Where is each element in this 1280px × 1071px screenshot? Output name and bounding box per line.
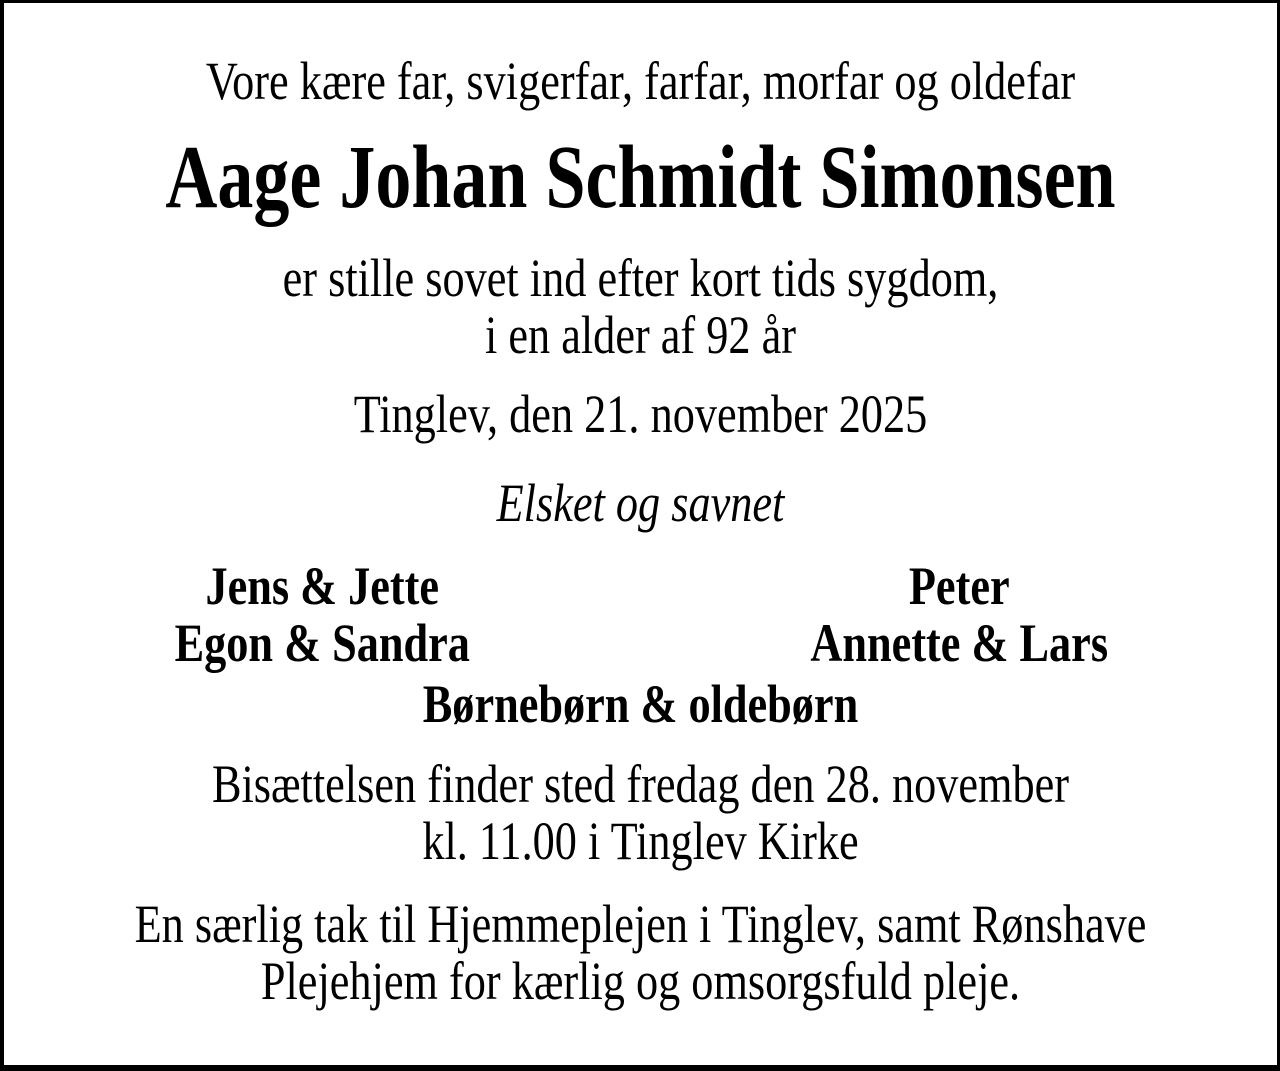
mourner-name: Egon & Sandra [174,613,470,673]
mourner-name: Peter [908,556,1010,616]
mourner-name: Jens & Jette [205,556,440,616]
thanks-paragraph [4,896,1277,1010]
grandchildren-line: Børnebørn & oldebørn [422,674,859,734]
mourners-right-column [641,558,1278,672]
service-paragraph [4,756,1277,870]
service-line-2: kl. 11.00 i Tinglev Kirke [422,811,859,871]
mourners-columns [4,558,1277,672]
death-line-1: er stille sovet ind efter kort tids sygdom, [282,248,999,308]
death-paragraph [4,250,1277,364]
intro-line: Vore kære far, svigerfar, farfar, morfar og oldefar [205,51,1076,111]
deceased-name: Aage Johan Schmidt Simonsen [165,128,1116,227]
death-line-2: i en alder af 92 år [484,305,797,365]
service-line-1: Bisættelsen finder sted fredag den 28. november [211,754,1070,814]
epitaph-line: Elsket og savnet [496,473,785,533]
place-date-line: Tinglev, den 21. november 2025 [353,384,928,444]
thanks-line-1: En særlig tak til Hjemmeplejen i Tinglev, samt Rønshave [134,894,1147,954]
mourner-name: Annette & Lars [809,613,1108,673]
mourners-left-column [4,558,641,672]
thanks-line-2: Plejehjem for kærlig og omsorgsfuld pleje. [260,951,1021,1011]
